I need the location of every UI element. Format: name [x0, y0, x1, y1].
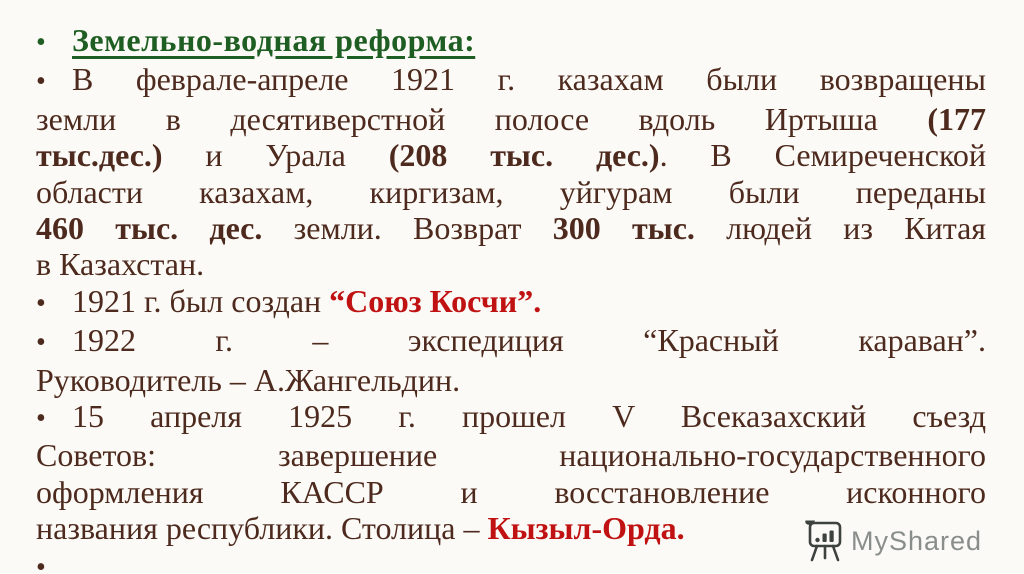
body-text: области казахам, киргизам, уйгурам были переданы [36, 173, 986, 210]
body-line [36, 210, 986, 246]
body-text: земли в десятиверстной полосе вдоль Иртыша [36, 100, 928, 137]
bullet-icon: • [36, 403, 46, 435]
body-text: оформления КАССР и восстановление исконного [36, 473, 986, 510]
body-text: в Казахстан. [36, 246, 205, 283]
bold-figure: 460 тыс. дес. [36, 210, 263, 247]
bullet-icon: • [36, 327, 46, 359]
bullet-icon: • [36, 66, 46, 98]
body-text: Советов: завершение национально-государственного [36, 437, 986, 474]
body-line [36, 61, 986, 100]
body-line [36, 137, 986, 173]
bullet-icon: • [36, 551, 46, 574]
body-text: В феврале-апреле 1921 г. казахам были возвращены [72, 61, 986, 98]
body-text: и Урала [162, 137, 389, 174]
highlight-red-text: Кызыл-Орда. [487, 510, 685, 547]
body-line [36, 283, 986, 322]
body-line [36, 101, 986, 137]
body-text: 1921 г. был создан [72, 282, 330, 319]
bullet-icon: • [36, 27, 46, 58]
body-text: Руководитель – А.Жангельдин. [36, 361, 461, 398]
body-text: . В Семиреченской [659, 137, 987, 174]
bold-figure: 300 тыс. [552, 210, 695, 247]
slide-text-block [36, 22, 986, 574]
slide-title: Земельно-водная реформа: [72, 22, 476, 58]
body-line [36, 437, 986, 473]
myshared-watermark [803, 519, 982, 563]
bold-figure: (177 [927, 100, 986, 137]
body-line [36, 474, 986, 510]
myshared-label: MyShared [851, 525, 983, 556]
body-text: земли. Возврат [262, 210, 553, 247]
body-line [36, 398, 986, 437]
body-line [36, 362, 986, 398]
bullet-icon: • [36, 287, 46, 319]
body-line [36, 322, 986, 361]
bold-figure: тыс.дес.) [36, 137, 163, 174]
myshared-logo-icon [803, 519, 843, 563]
body-text: названия республики. Столица – [36, 510, 488, 547]
body-text: 1922 г. – экспедиция “Красный караван”. [72, 322, 986, 359]
body-line [36, 174, 986, 210]
bold-figure: (208 тыс. дес.) [388, 137, 660, 174]
highlight-red-text: “Союз Косчи”. [329, 282, 542, 319]
body-line [36, 246, 986, 282]
body-text: 15 апреля 1925 г. прошел V Всеказахский съезд [72, 398, 986, 435]
title-line [36, 22, 986, 61]
body-text: людей из Китая [694, 210, 987, 247]
